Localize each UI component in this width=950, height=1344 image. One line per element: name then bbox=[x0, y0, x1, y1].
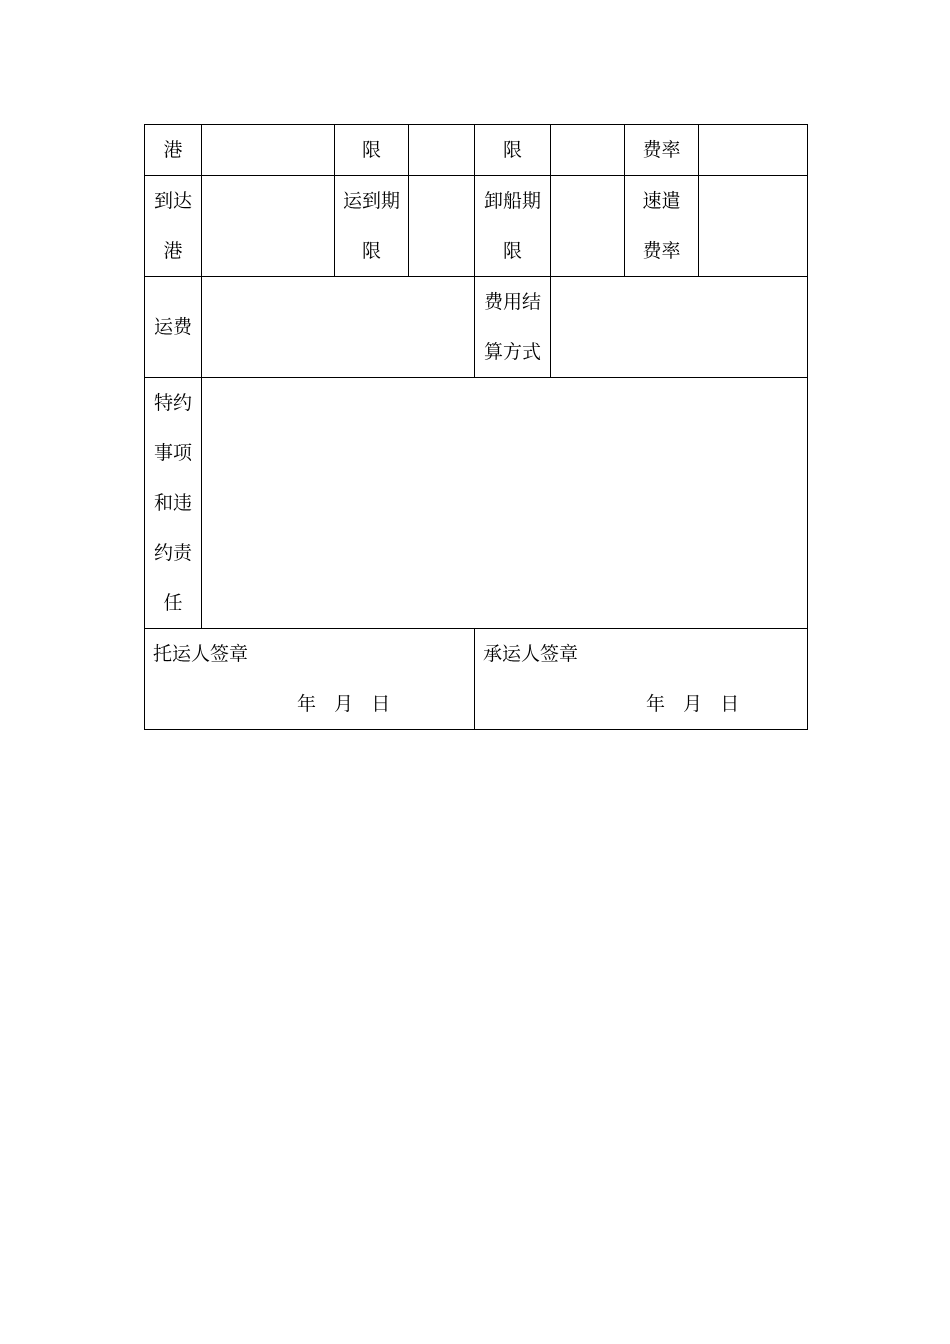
label-special-terms: 特约 事项 和违 约责 任 bbox=[145, 378, 202, 629]
shipper-signature-date: 年 月 日 bbox=[297, 693, 391, 715]
carrier-signature-cell[interactable] bbox=[475, 629, 808, 730]
label-freight: 运费 bbox=[145, 277, 202, 378]
row-arrival bbox=[145, 176, 808, 277]
field-limit-1-value[interactable] bbox=[409, 125, 475, 176]
shipper-signature-label: 托运人签章 bbox=[153, 643, 249, 665]
label-limit-1: 限 bbox=[335, 125, 409, 176]
carrier-signature-date: 年 月 日 bbox=[646, 693, 740, 715]
label-settlement: 费用结 算方式 bbox=[475, 277, 551, 378]
waterway-contract-form bbox=[144, 124, 808, 730]
row-departure bbox=[145, 125, 808, 176]
label-demurrage-rate: 速遣 费率 bbox=[625, 176, 699, 277]
label-limit-2: 限 bbox=[475, 125, 551, 176]
field-settlement-value[interactable] bbox=[551, 277, 808, 378]
shipper-signature-cell[interactable] bbox=[145, 629, 475, 730]
field-unload-limit-value[interactable] bbox=[551, 176, 625, 277]
field-arrival-port-value[interactable] bbox=[202, 176, 335, 277]
row-freight bbox=[145, 277, 808, 378]
carrier-signature-label: 承运人签章 bbox=[483, 643, 579, 665]
row-special-terms bbox=[145, 378, 808, 629]
label-rate: 费率 bbox=[625, 125, 699, 176]
label-transit-limit: 运到期 限 bbox=[335, 176, 409, 277]
field-transit-limit-value[interactable] bbox=[409, 176, 475, 277]
label-arrival-port: 到达 港 bbox=[145, 176, 202, 277]
field-port-value[interactable] bbox=[202, 125, 335, 176]
field-rate-value[interactable] bbox=[699, 125, 808, 176]
label-port: 港 bbox=[145, 125, 202, 176]
row-signatures bbox=[145, 629, 808, 730]
field-freight-value[interactable] bbox=[202, 277, 475, 378]
field-limit-2-value[interactable] bbox=[551, 125, 625, 176]
label-unload-limit: 卸船期 限 bbox=[475, 176, 551, 277]
field-special-terms-value[interactable] bbox=[202, 378, 808, 629]
field-demurrage-rate-value[interactable] bbox=[699, 176, 808, 277]
